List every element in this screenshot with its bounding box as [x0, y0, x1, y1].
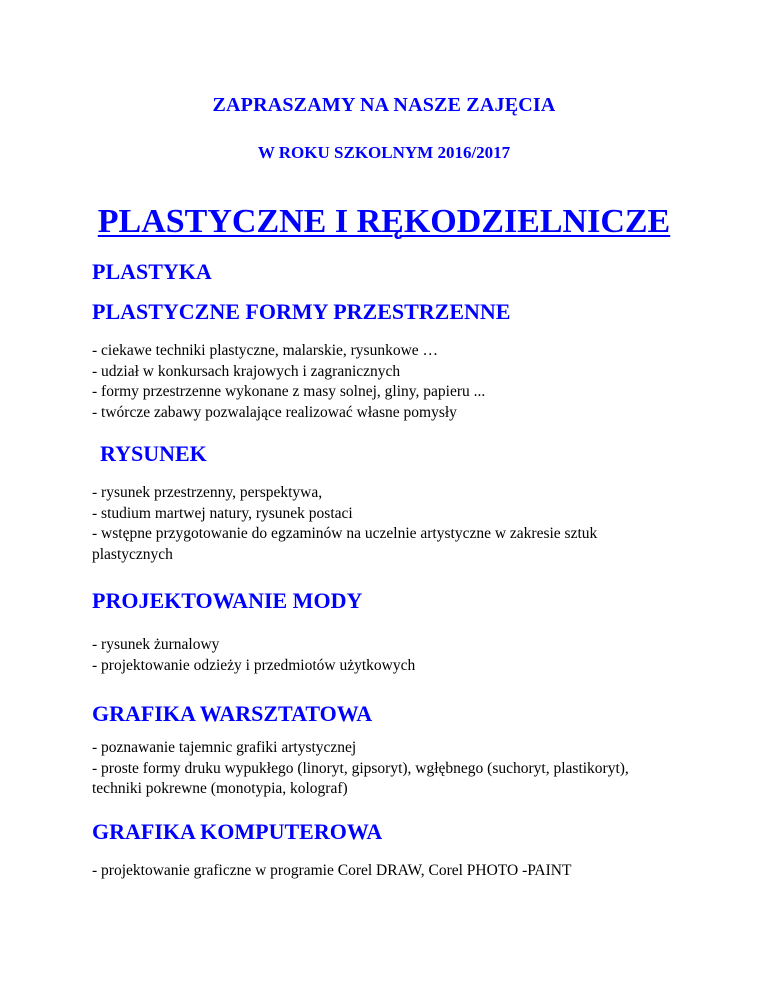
list-grafika-komputerowa — [92, 861, 692, 882]
intro-line-2: W ROKU SZKOLNYM 2016/2017 — [257, 143, 511, 162]
list-item: - ciekawe techniki plastyczne, malarskie, rysunkowe … — [92, 342, 439, 359]
list-formy-przestrzenne — [92, 341, 692, 423]
list-grafika-warsztatowa — [92, 738, 692, 800]
intro-line-1: ZAPRASZAMY NA NASZE ZAJĘCIA — [212, 94, 556, 116]
section-heading-projektowanie-mody: PROJEKTOWANIE MODY — [92, 588, 363, 613]
list-item: - projektowanie odzieży i przedmiotów użytkowych — [92, 656, 416, 674]
list-item: - wstępne przygotowanie do egzaminów na uczelnie artystyczne w zakresie sztuk plastycznych — [92, 525, 598, 563]
section-heading-formy-przestrzenne: PLASTYCZNE FORMY PRZESTRZENNE — [92, 299, 511, 324]
section-heading-plastyka: PLASTYKA — [92, 259, 212, 284]
section-heading-grafika-warsztatowa: GRAFIKA WARSZTATOWA — [92, 701, 373, 726]
list-item: - poznawanie tajemnic grafiki artystycznej — [92, 739, 357, 756]
list-item: - projektowanie graficzne w programie Corel DRAW, Corel PHOTO -PAINT — [92, 862, 572, 879]
section-heading-grafika-komputerowa: GRAFIKA KOMPUTEROWA — [92, 819, 383, 844]
section-heading-rysunek: RYSUNEK — [100, 441, 207, 466]
list-item: - twórcze zabawy pozwalające realizować własne pomysły — [92, 403, 457, 421]
list-projektowanie-mody — [92, 635, 692, 676]
list-item: - studium martwej natury, rysunek postaci — [92, 504, 353, 522]
list-rysunek — [92, 483, 692, 565]
list-item: - proste formy druku wypukłego (linoryt, gipsoryt), wgłębnego (suchoryt, plastikoryt), techniki pokrewne (monotypia, kolograf) — [92, 759, 629, 797]
list-item: - rysunek przestrzenny, perspektywa, — [92, 484, 323, 501]
list-item: - rysunek żurnalowy — [92, 636, 220, 653]
document-title: PLASTYCZNE I RĘKODZIELNICZE — [97, 203, 671, 240]
list-item: - formy przestrzenne wykonane z masy solnej, gliny, papieru ... — [92, 383, 486, 400]
list-item: - udział w konkursach krajowych i zagranicznych — [92, 362, 401, 380]
